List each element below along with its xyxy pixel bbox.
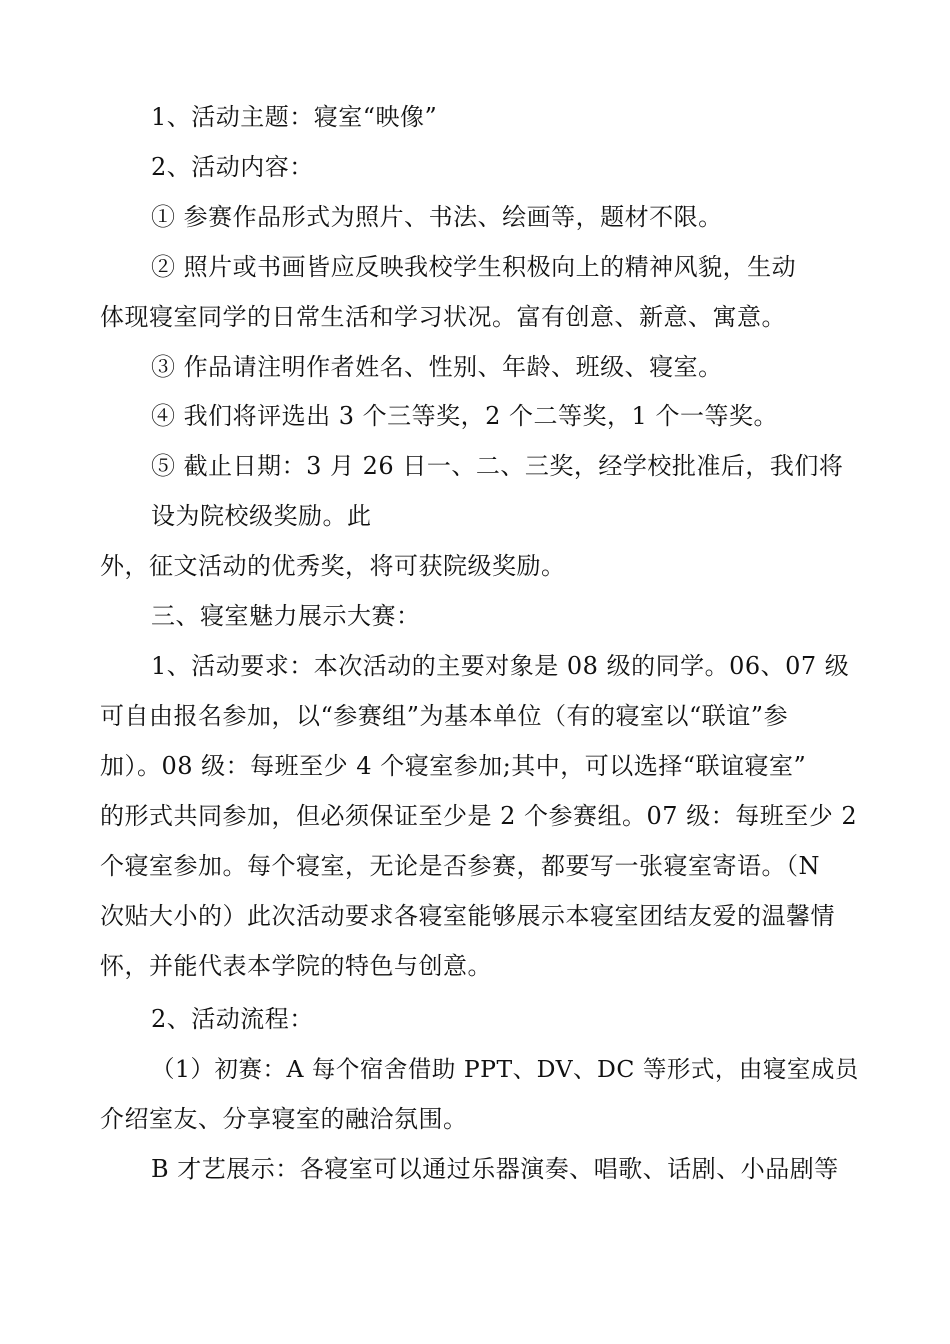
text-line: 外，征文活动的优秀奖，将可获院级奖励。 [100,552,566,580]
text-line: （1）初赛：A 每个宿舍借助 PPT、DV、DC 等形式，由寝室成员 [151,1055,859,1083]
text-line: 设为院校级奖励。此 [151,502,372,530]
text-line: ② 照片或书画皆应反映我校学生积极向上的精神风貌，生动 [151,253,797,281]
text-line: 个寝室参加。每个寝室，无论是否参赛，都要写一张寝室寄语。（N [100,852,820,880]
section-heading: 三、寝室魅力展示大赛： [151,602,421,630]
text-line: ① 参赛作品形式为照片、书法、绘画等，题材不限。 [151,203,723,231]
text-line: 的形式共同参加，但必须保证至少是 2 个参赛组。07 级：每班至少 2 [100,802,858,830]
text-line: B 才艺展示：各寝室可以通过乐器演奏、唱歌、话剧、小品剧等 [151,1155,839,1183]
text-line: ④ 我们将评选出 3 个三等奖，2 个二等奖，1 个一等奖。 [151,402,778,430]
text-line: 体现寝室同学的日常生活和学习状况。富有创意、新意、寓意。 [100,303,786,331]
text-line: 1、活动主题：寝室“映像” [151,103,438,131]
text-line: 2、活动流程： [151,1005,314,1033]
text-line: ⑤ 截止日期：3 月 26 日一、二、三奖，经学校批准后，我们将 [151,452,844,480]
text-line: 可自由报名参加，以“参赛组”为基本单位（有的寝室以“联谊”参 [100,702,789,730]
text-line: 次贴大小的）此次活动要求各寝室能够展示本寝室团结友爱的温馨情 [100,902,835,930]
text-line: ③ 作品请注明作者姓名、性别、年龄、班级、寝室。 [151,353,723,381]
text-line: 2、活动内容： [151,153,314,181]
text-line: 1、活动要求：本次活动的主要对象是 08 级的同学。06、07 级 [151,652,850,680]
text-line: 怀，并能代表本学院的特色与创意。 [100,952,492,980]
text-line: 加）。08 级：每班至少 4 个寝室参加;其中，可以选择“联谊寝室” [100,752,807,780]
text-line: 介绍室友、分享寝室的融洽氛围。 [100,1105,468,1133]
